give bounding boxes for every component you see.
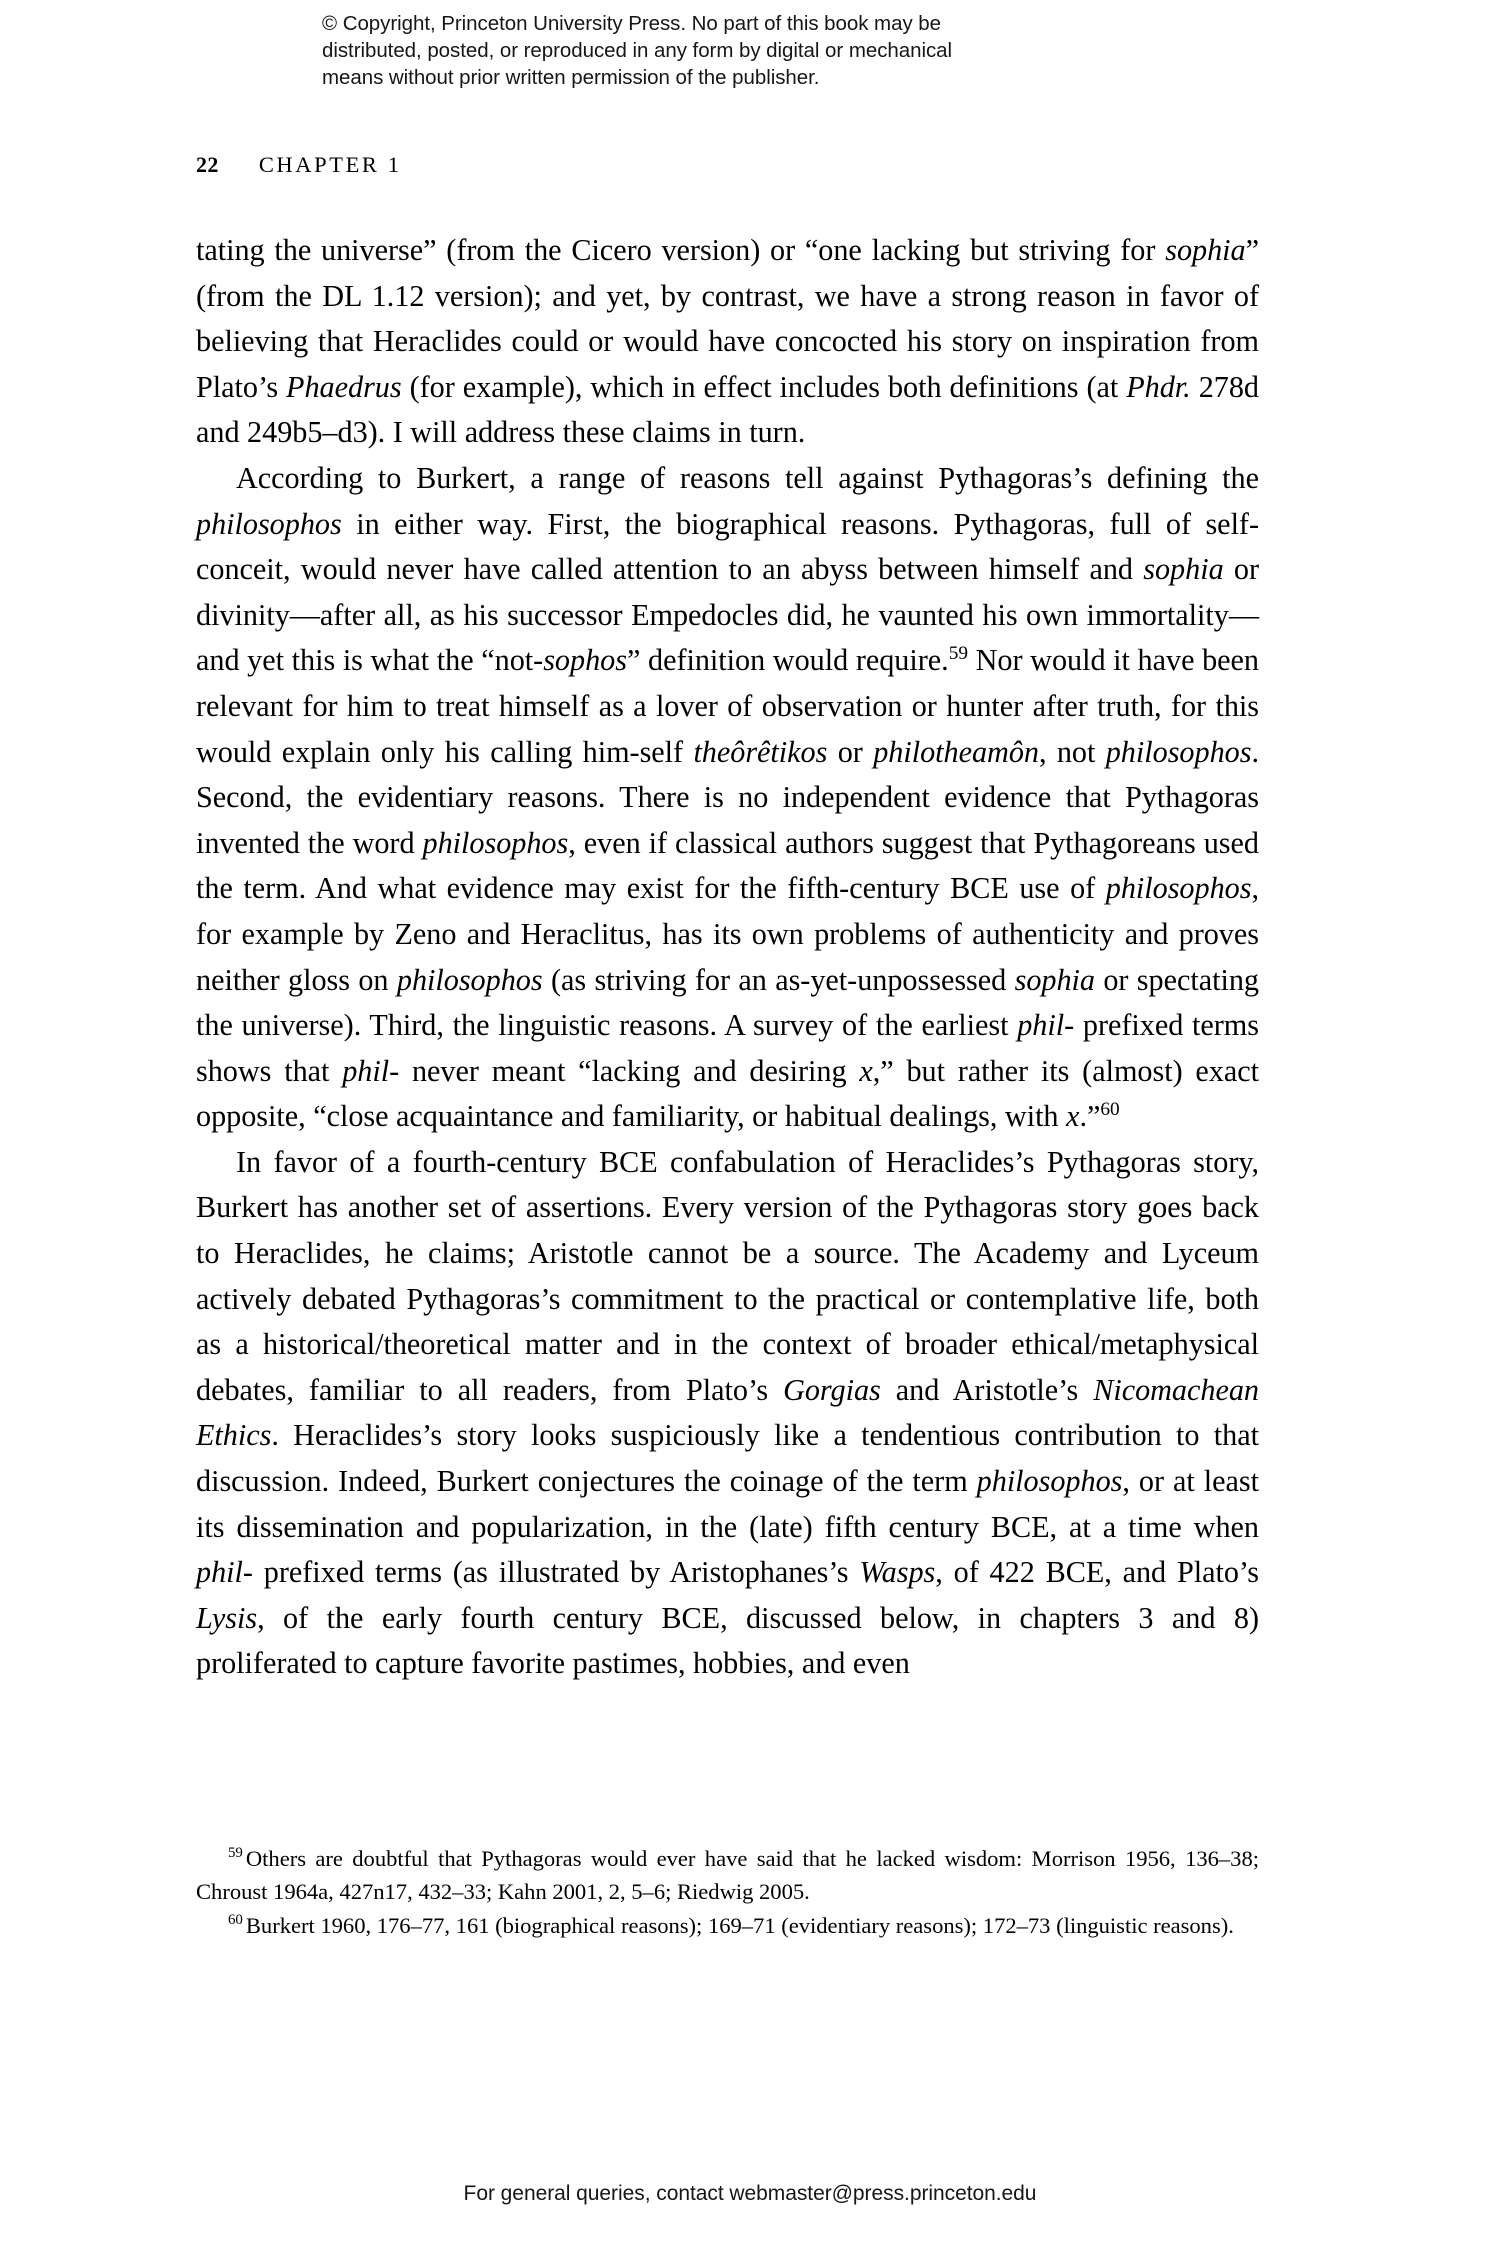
footnote-60: [196, 1909, 1259, 1942]
text-run: or divinity—after all, as his successor Empedocles did, he vaunted his own immortality—and yet this is what the “not-: [196, 552, 1259, 678]
text-run: , of the early fourth century BCE, discussed below, in chapters 3 and 8) proliferated to capture favorite pastimes, hobbies, and even: [196, 1600, 1259, 1681]
copyright-notice-line-2: distributed, posted, or reproduced in any form by digital or mechanical: [322, 39, 953, 62]
running-head: [196, 152, 402, 178]
italic-term: x: [859, 1053, 873, 1088]
paragraph-confabulation: [196, 1140, 1259, 1687]
text-run: , even if classical authors suggest that Pythagoreans used the term. And what evidence may exist for the fifth-century BCE use of: [196, 825, 1259, 906]
text-run: , not: [1038, 734, 1106, 769]
text-run: . Second, the evidentiary reasons. There is no independent evidence that Pythagoras invented the word: [196, 734, 1259, 860]
text-run: , or at least its dissemination and popularization, in the (late) fifth century BCE, at a time when: [196, 1464, 1259, 1544]
text-run: ” (from the DL 1.12 version); and yet, by contrast, we have a strong reason in favor of believing that Heraclides could or would have concocted his story on inspiration from Plato’s: [196, 233, 1259, 404]
text-run: in either way. First, the biographical reasons. Pythagoras, full of self-conceit, would never have called attention to an abyss between himself and: [196, 506, 1259, 587]
page-footer: For general queries, contact webmaster@press.princeton.edu: [463, 2182, 1037, 2205]
text-run: or: [827, 734, 874, 769]
text-run: , of 422 BCE, and Plato’s: [935, 1555, 1259, 1590]
copyright-notice-line-1: © Copyright, Princeton University Press. No part of this book may be: [322, 12, 941, 35]
footnote-number: 59: [228, 1845, 243, 1862]
paragraph-burkert-reasons: [196, 456, 1259, 1140]
italic-term: x: [1066, 1099, 1080, 1134]
text-run: tating the universe” (from the Cicero version) or “one lacking but striving for: [196, 233, 1166, 267]
body-text: [196, 228, 1259, 1687]
text-run: or spectating the universe). Third, the linguistic reasons. A survey of the earliest: [196, 962, 1259, 1043]
italic-term: philosophos: [196, 506, 342, 541]
paragraph-continued: [196, 228, 1259, 456]
text-run: and Aristotle’s: [880, 1372, 1094, 1407]
italic-term: philosophos: [976, 1464, 1123, 1499]
footnote-reference[interactable]: 60: [1100, 1099, 1120, 1121]
italic-term: Phdr.: [1126, 369, 1191, 404]
text-run: prefixed terms shows that: [196, 1008, 1259, 1088]
text-run: prefixed terms (as illustrated by Aristophanes’s: [252, 1555, 860, 1590]
footnote-list: [196, 1842, 1259, 1942]
text-run: Others are doubtful that Pythagoras would ever have said that he lacked wisdom: Morrison 1956, 136–38; Chroust 1964a, 427n17, 432–33; Kahn 2001, 2, 5–6; Riedwig 2005.: [196, 1846, 1259, 1905]
footnote-number: 60: [228, 1912, 243, 1929]
text-run: . Heraclides’s story looks suspiciously like a tendentious contribution to that discussion. Indeed, Burkert conjectures the coinage of the term: [196, 1418, 1259, 1499]
italic-term: phil-: [196, 1555, 253, 1590]
chapter-title: CHAPTER 1: [258, 152, 402, 177]
text-run: .”: [1079, 1099, 1101, 1134]
copyright-notice-line-3: means without prior written permission of the publisher.: [322, 66, 820, 89]
copyright-notice: [322, 10, 962, 91]
text-run: ,” but rather its (almost) exact opposite, “close acquaintance and familiarity, or habitual dealings, with: [196, 1053, 1259, 1134]
italic-term: sophia: [1014, 962, 1095, 997]
text-run: never meant “lacking and desiring: [399, 1053, 860, 1088]
italic-term: sophos: [543, 643, 627, 678]
italic-term: phil-: [342, 1053, 400, 1088]
italic-term: philosophos: [1105, 734, 1252, 769]
footnote-reference[interactable]: 59: [948, 643, 968, 665]
text-run: (for example), which in effect includes both definitions (at: [401, 369, 1127, 404]
italic-term: Wasps: [859, 1555, 936, 1590]
text-run: , for example by Zeno and Heraclitus, has its own problems of authenticity and proves neither gloss on: [196, 871, 1259, 997]
text-run: (as striving for an as-yet-unpossessed: [542, 962, 1015, 997]
italic-term: theôrêtikos: [693, 734, 828, 769]
footnote-59: [196, 1842, 1259, 1909]
italic-term: phil-: [1017, 1008, 1075, 1043]
italic-term: Nicomachean Ethics: [196, 1372, 1259, 1453]
text-run: ” definition would require.: [626, 643, 949, 678]
text-run: According to Burkert, a range of reasons tell against Pythagoras’s defining the: [236, 460, 1259, 495]
italic-term: Phaedrus: [286, 369, 402, 404]
italic-term: philosophos: [1105, 871, 1252, 906]
italic-term: Gorgias: [783, 1372, 881, 1407]
italic-term: Lysis: [196, 1600, 258, 1635]
page-number: 22: [196, 152, 219, 177]
italic-term: philotheamôn: [873, 734, 1039, 769]
italic-term: philosophos: [396, 962, 543, 997]
italic-term: sophia: [1165, 233, 1246, 267]
text-run: Burkert 1960, 176–77, 161 (biographical reasons); 169–71 (evidentiary reasons); 172–73 (linguistic reasons).: [245, 1912, 1234, 1938]
italic-term: philosophos: [422, 825, 569, 860]
text-run: 278d and 249b5–d3). I will address these claims in turn.: [196, 369, 1259, 450]
text-run: Nor would it have been relevant for him to treat himself as a lover of observation or hunter after truth, for this would explain only his calling him-self: [196, 643, 1260, 769]
italic-term: sophia: [1143, 552, 1224, 587]
text-run: In favor of a fourth-century BCE confabulation of Heraclides’s Pythagoras story, Burkert has another set of assertions. Every version of the Pythagoras story goes back to Heraclides, he claims; Aristotle cannot be a source. The Academy and Lyceum actively debated Pythagoras’s commitment to the practical or contemplative life, both as a historical/theoretical matter and in the context of broader ethical/metaphysical debates, familiar to all readers, from Plato’s: [196, 1144, 1259, 1407]
